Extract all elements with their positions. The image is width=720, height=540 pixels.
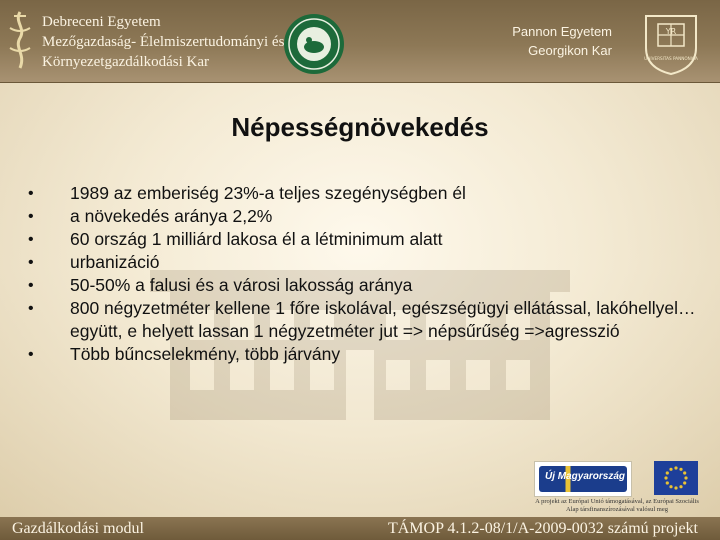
faculty-line-1: Debreceni Egyetem — [42, 14, 161, 30]
bullet-text: 800 négyzetméter kellene 1 főre iskolával, egészségügyi ellátással, lakóhellyel… együtt, e helyett lassan 1 négyzetméter jut => népsűrűség =>agresszió — [70, 298, 696, 341]
footer-project-id: TÁMOP 4.1.2-08/1/A-2009-0032 számú projekt — [387, 520, 698, 537]
bullet-dot: • — [28, 208, 34, 225]
bullet-text: 60 ország 1 milliárd lakosa él a létminimum alatt — [70, 229, 443, 249]
uj-magyarorszag-text: Új Magyarország — [545, 471, 626, 482]
bullet-item — [28, 343, 700, 366]
faculty-name-left — [42, 12, 292, 72]
eu-flag-icon — [654, 461, 698, 495]
bullet-dot: • — [28, 254, 34, 271]
bullet-dot: • — [28, 300, 34, 317]
header-band — [0, 0, 720, 83]
bullet-text: urbanizáció — [70, 252, 160, 272]
bullet-dot: • — [28, 185, 34, 202]
bullet-item — [28, 205, 700, 228]
bullet-dot: • — [28, 346, 34, 363]
slide-title: Népességnövekedés — [231, 112, 489, 142]
bullet-dot: • — [28, 277, 34, 294]
bullet-item — [28, 274, 700, 297]
bullet-text: a növekedés aránya 2,2% — [70, 206, 273, 226]
georgikon-crest-icon — [640, 10, 702, 76]
bullet-item — [28, 251, 700, 274]
pannon-line-2: Georgikon Kar — [528, 43, 612, 58]
crest-text: UNIVERSITAS PANNONICA — [644, 56, 698, 61]
bullet-text: 50-50% a falusi és a városi lakosság aránya — [70, 275, 413, 295]
crest-letters: YR — [665, 27, 677, 36]
uj-magyarorszag-logo — [534, 461, 632, 497]
footer-band — [0, 517, 720, 540]
eu-funding-block — [534, 461, 700, 513]
faculty-name-right — [490, 22, 612, 60]
eu-caption: A projekt az Európai Unió támogatásával, az Európai Szociális Alap társfinanszírozásával valósul meg — [535, 498, 699, 513]
bullet-item — [28, 228, 700, 251]
debrecen-logo-icon — [4, 8, 36, 74]
faculty-line-2: Mezőgazdaság- Élelmiszertudományi és — [42, 34, 285, 50]
bullet-item — [28, 182, 700, 205]
faculty-line-3: Környezetgazdálkodási Kar — [42, 54, 210, 70]
pannon-line-1: Pannon Egyetem — [512, 24, 612, 39]
bullet-dot: • — [28, 231, 34, 248]
bullet-text: Több bűncselekmény, több járvány — [70, 344, 341, 364]
bullet-item — [28, 297, 700, 343]
university-seal-icon — [283, 13, 345, 75]
bullet-list — [28, 182, 700, 366]
footer-module-name: Gazdálkodási modul — [12, 520, 144, 537]
bullet-text: 1989 az emberiség 23%-a teljes szegénységben él — [70, 183, 466, 203]
